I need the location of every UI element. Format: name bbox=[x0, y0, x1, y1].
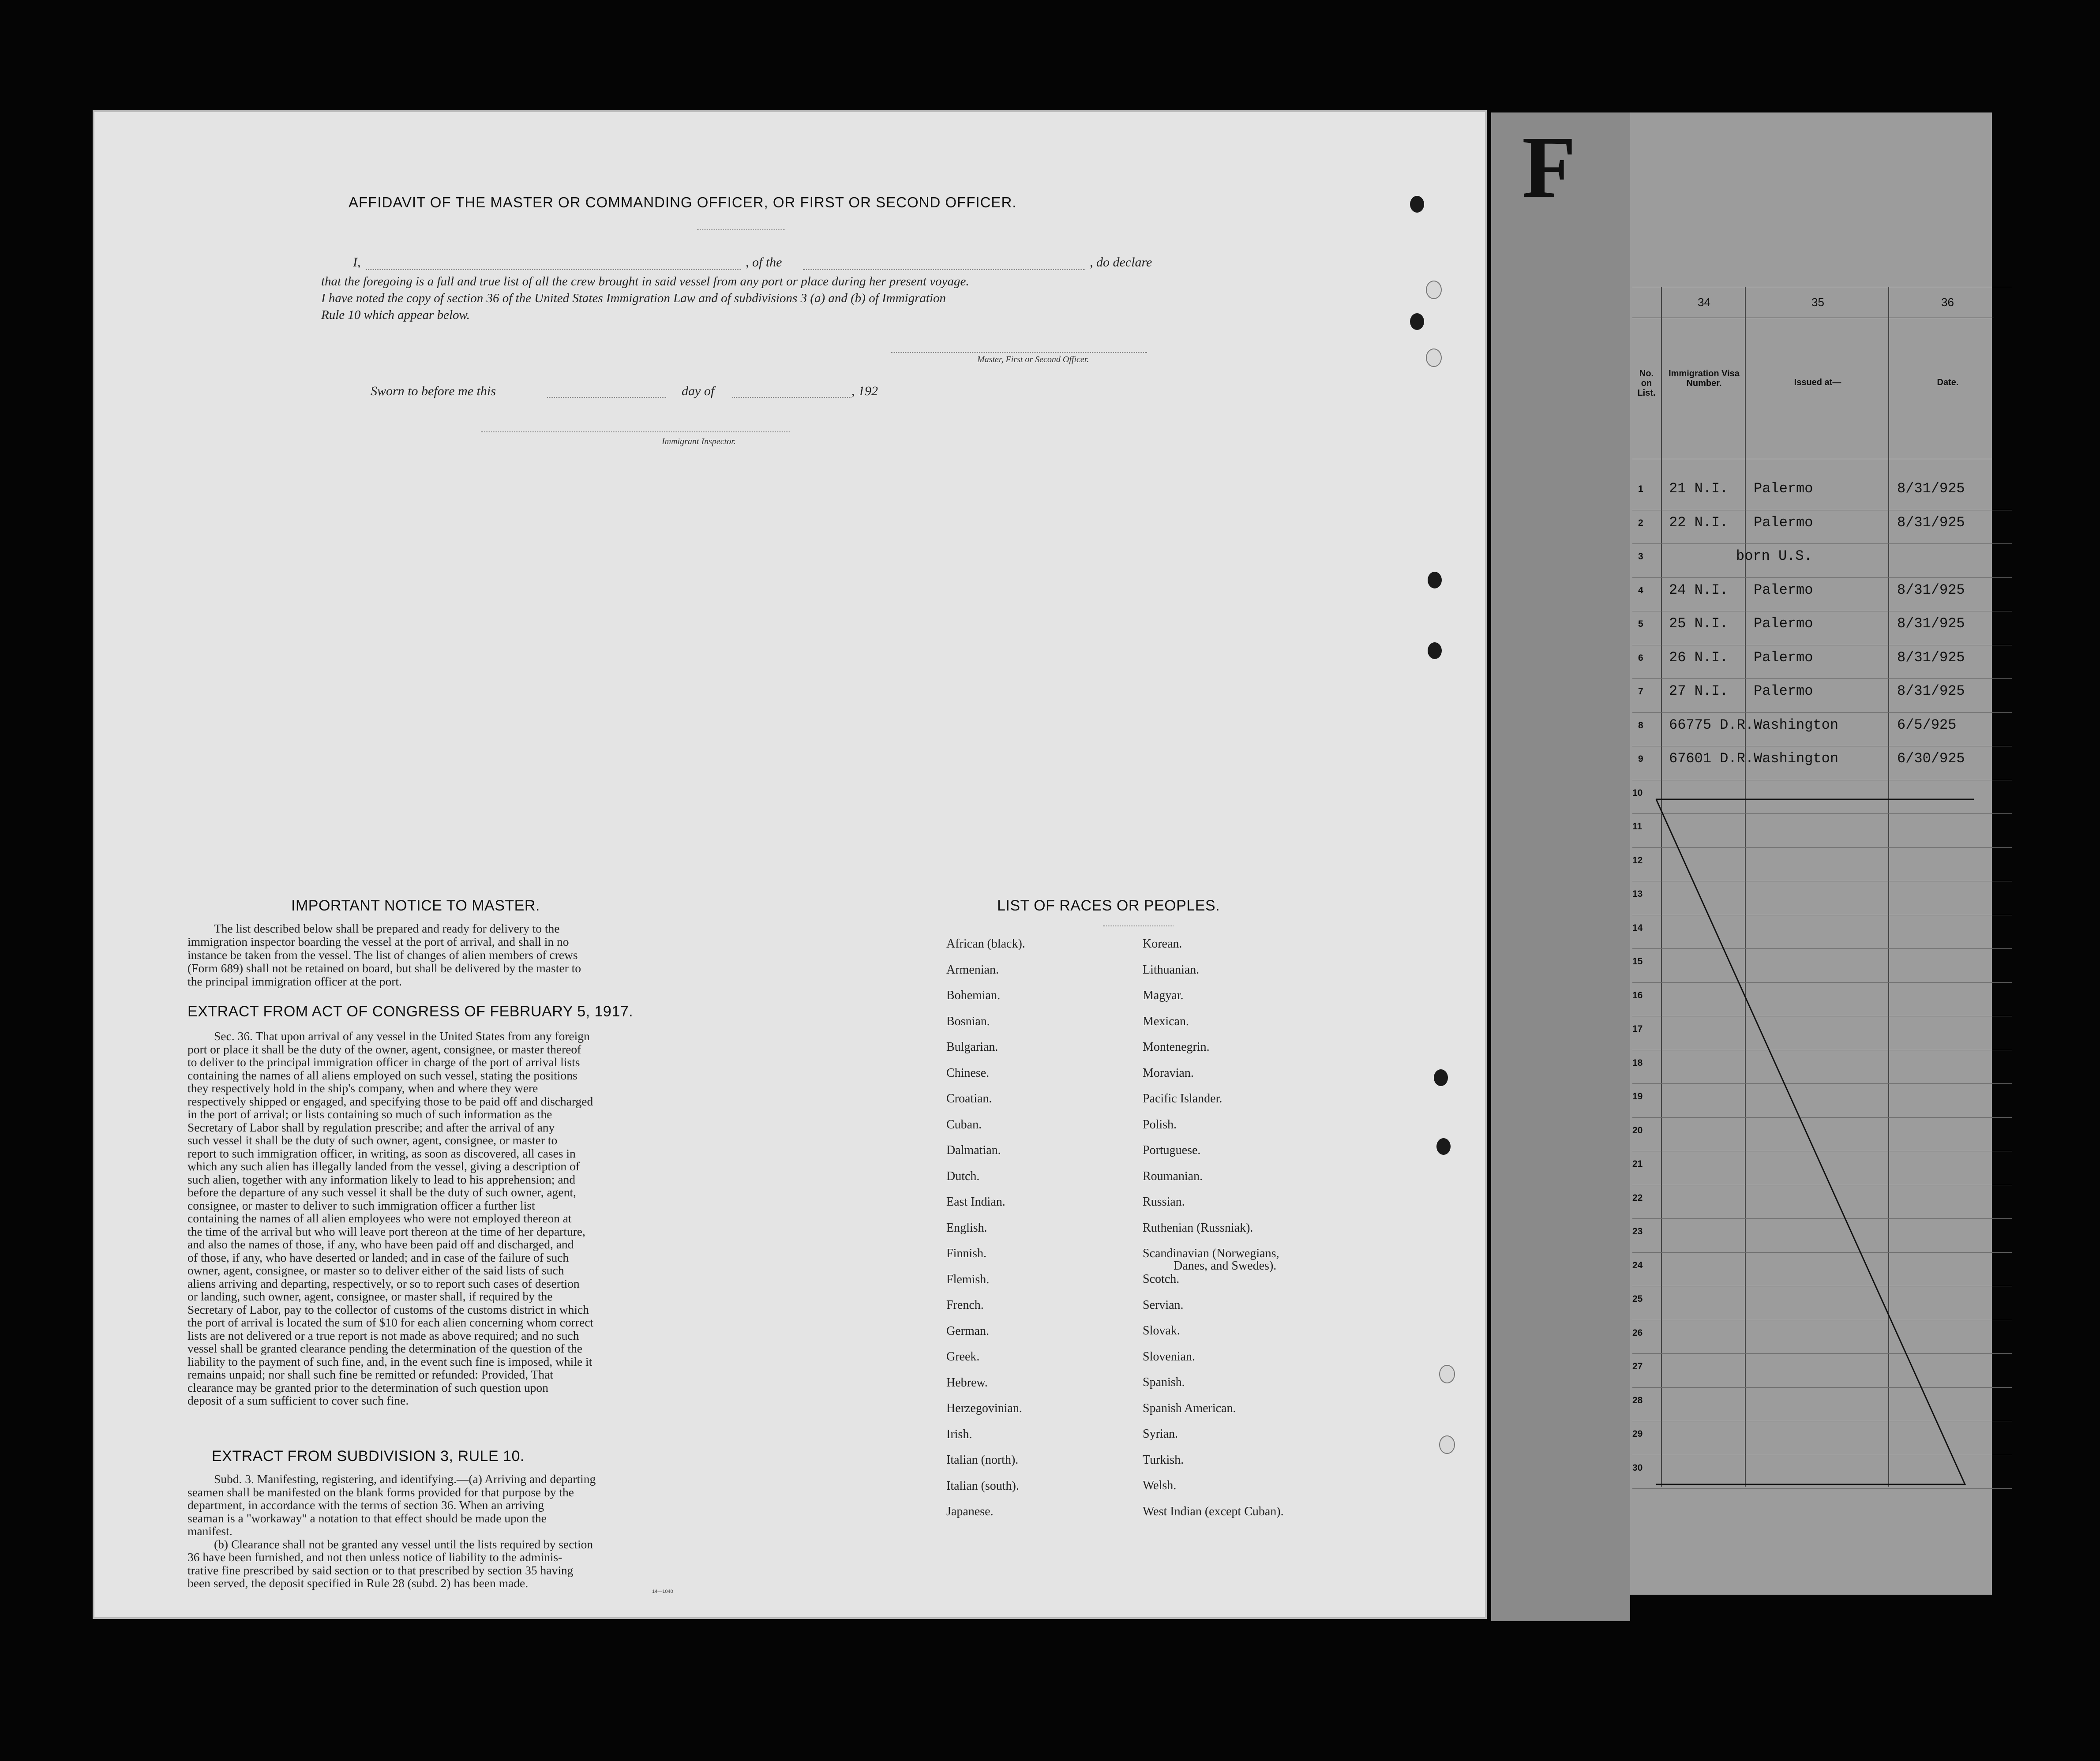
act-text bbox=[188, 1030, 704, 1407]
binder-hole bbox=[1410, 196, 1424, 213]
issued-at-cell: Palermo bbox=[1754, 514, 1813, 531]
binder-hole bbox=[1436, 1138, 1451, 1155]
row-number: 17 bbox=[1632, 1024, 1643, 1034]
row-number: 29 bbox=[1632, 1429, 1643, 1439]
do-declare-label: , do declare bbox=[1090, 255, 1152, 270]
month-line bbox=[732, 397, 851, 398]
race-item: Bohemian. bbox=[946, 989, 1001, 1002]
notice-line: The list described below shall be prepared and ready for delivery to the bbox=[214, 922, 560, 935]
binder-hole bbox=[1426, 348, 1442, 367]
binder-hole bbox=[1428, 572, 1442, 588]
race-item: Finnish. bbox=[946, 1247, 987, 1260]
signature-label: Master, First or Second Officer. bbox=[977, 355, 1089, 364]
race-item: Bulgarian. bbox=[946, 1040, 998, 1054]
text-line: clearance may be granted prior to the determination of such question upon bbox=[188, 1380, 548, 1394]
race-item: Spanish. bbox=[1143, 1375, 1185, 1389]
day-line bbox=[547, 397, 666, 398]
date-cell: 8/31/925 bbox=[1897, 615, 1965, 632]
row-number: 9 bbox=[1638, 754, 1643, 764]
text-line: trative fine prescribed by said section or to that prescribed by section 35 having bbox=[188, 1563, 574, 1577]
column-number-35: 35 bbox=[1811, 296, 1824, 309]
binder-hole bbox=[1410, 313, 1424, 330]
race-item: Dalmatian. bbox=[946, 1143, 1001, 1157]
text-line: port or place it shall be the duty of the owner, agent, consignee, or master thereof bbox=[188, 1042, 581, 1056]
race-item: Croatian. bbox=[946, 1092, 992, 1105]
text-line: Secretary of Labor, pay to the collector of customs of the customs district in which bbox=[188, 1302, 589, 1316]
text-line: 36 have been furnished, and not then unless notice of liability to the adminis- bbox=[188, 1550, 562, 1564]
form-number: 14—1040 bbox=[652, 1589, 673, 1594]
row-rule bbox=[1632, 543, 2012, 544]
i-label: I, bbox=[353, 255, 361, 270]
signature-line bbox=[891, 352, 1147, 353]
rule-heading: EXTRACT FROM SUBDIVISION 3, RULE 10. bbox=[212, 1448, 525, 1465]
issued-at-cell: Washington bbox=[1754, 716, 1839, 733]
date-cell: 8/31/925 bbox=[1897, 514, 1965, 531]
notice-text bbox=[188, 922, 704, 988]
text-line: seaman is a "workaway" a notation to that effect should be made upon the bbox=[188, 1511, 547, 1525]
text-line: consignee, or master to deliver to such immigration officer a further list bbox=[188, 1198, 535, 1212]
visa-number-cell: 26 N.I. bbox=[1669, 649, 1729, 666]
row-number: 19 bbox=[1632, 1091, 1643, 1102]
row-number: 13 bbox=[1632, 889, 1643, 899]
race-item: Scotch. bbox=[1143, 1272, 1180, 1286]
text-line: department, in accordance with the terms of section 36. When an arriving bbox=[188, 1498, 544, 1512]
visa-number-cell: 27 N.I. bbox=[1669, 683, 1729, 699]
text-line: deposit of a sum sufficient to cover such fine. bbox=[188, 1394, 409, 1407]
race-item: Cuban. bbox=[946, 1117, 982, 1132]
race-item: Montenegrin. bbox=[1143, 1040, 1210, 1054]
race-item: German. bbox=[946, 1324, 990, 1338]
affidavit-line-2: that the foregoing is a full and true list of all the crew brought in said vessel from any port or place during her present voyage. bbox=[321, 274, 969, 289]
races-column-1 bbox=[946, 937, 1132, 1531]
race-item: Slovak. bbox=[1143, 1324, 1180, 1338]
row-number: 10 bbox=[1632, 787, 1643, 798]
date-cell: 6/30/925 bbox=[1897, 750, 1965, 767]
affidavit-title: AFFIDAVIT OF THE MASTER OR COMMANDING OFFICER, OR FIRST OR SECOND OFFICER. bbox=[349, 194, 1017, 210]
text-line: before the departure of any such vessel it shall be the duty of such owner, agent, bbox=[188, 1185, 576, 1199]
row-number: 11 bbox=[1632, 821, 1642, 832]
text-line: remains unpaid; nor shall such fine be remitted or refunded: Provided, That bbox=[188, 1368, 553, 1381]
inspector-label: Immigrant Inspector. bbox=[662, 437, 736, 446]
race-item: Armenian. bbox=[946, 963, 999, 977]
binder-hole bbox=[1439, 1435, 1455, 1454]
visa-number-cell: 24 N.I. bbox=[1669, 581, 1729, 598]
race-item: Lithuanian. bbox=[1143, 963, 1200, 977]
races-column-2 bbox=[1143, 937, 1372, 1530]
row-number: 18 bbox=[1632, 1057, 1643, 1068]
row-number: 30 bbox=[1632, 1462, 1643, 1473]
visa-number-cell: 66775 D.R. bbox=[1669, 716, 1754, 733]
visa-number-cell: 67601 D.R. bbox=[1669, 750, 1754, 767]
vessel-line bbox=[803, 269, 1085, 270]
text-line: such alien, together with any information likely to lead to his apprehension; and bbox=[188, 1172, 576, 1186]
date-cell: 8/31/925 bbox=[1897, 581, 1965, 598]
title-rule bbox=[697, 229, 785, 230]
row-number: 25 bbox=[1632, 1294, 1643, 1304]
row-number: 15 bbox=[1632, 956, 1643, 967]
notice-heading: IMPORTANT NOTICE TO MASTER. bbox=[291, 897, 540, 914]
year-label: , 192 bbox=[851, 384, 878, 398]
row-rule bbox=[1632, 678, 2012, 679]
row-number: 26 bbox=[1632, 1327, 1643, 1338]
text-line: seamen shall be manifested on the blank forms provided for that purpose by the bbox=[188, 1485, 574, 1499]
date-cell: 8/31/925 bbox=[1897, 480, 1965, 497]
races-heading: LIST OF RACES OR PEOPLES. bbox=[997, 897, 1220, 914]
header-no-on-list: No. on List. bbox=[1637, 369, 1656, 398]
issued-at-cell: Palermo bbox=[1754, 581, 1813, 598]
race-item: Welsh. bbox=[1143, 1479, 1177, 1492]
row-number: 7 bbox=[1638, 686, 1643, 697]
race-item: French. bbox=[946, 1298, 984, 1312]
text-line: the port of arrival is located the sum of $10 for each alien concerning whom correct bbox=[188, 1315, 594, 1329]
row-number: 6 bbox=[1638, 652, 1643, 663]
text-line: Sec. 36. That upon arrival of any vessel in the United States from any foreign bbox=[214, 1029, 590, 1043]
row-rule bbox=[1632, 577, 2012, 578]
text-line: Secretary of Labor shall by regulation prescribe; and after the arrival of any bbox=[188, 1120, 555, 1134]
text-line: the time of the arrival but who will leave port thereon at the time of her departure, bbox=[188, 1224, 585, 1238]
row-number: 23 bbox=[1632, 1226, 1643, 1236]
row-number: 3 bbox=[1638, 551, 1643, 562]
text-line: which any such alien has illegally landed from the vessel, giving a description of bbox=[188, 1159, 580, 1173]
row-rule bbox=[1632, 712, 2012, 713]
header-issued-at: Issued at— bbox=[1794, 378, 1841, 387]
row-number: 21 bbox=[1632, 1159, 1643, 1169]
text-line: owner, agent, consignee, or master so to deliver either of the said lists of such bbox=[188, 1263, 564, 1277]
row-number: 24 bbox=[1632, 1260, 1643, 1270]
race-item: English. bbox=[946, 1221, 987, 1235]
visa-number-cell: 25 N.I. bbox=[1669, 615, 1729, 632]
visa-number-cell: 21 N.I. bbox=[1669, 480, 1729, 497]
row-number: 16 bbox=[1632, 990, 1643, 1000]
race-item: Flemish. bbox=[946, 1272, 990, 1286]
text-line: report to such immigration officer, in writing, as soon as discovered, all cases in bbox=[188, 1146, 576, 1160]
binder-hole bbox=[1434, 1069, 1448, 1086]
header-date: Date. bbox=[1937, 378, 1959, 387]
text-line: aliens arriving and departing, respectively, or so to report such cases of desertion bbox=[188, 1276, 580, 1290]
text-line: vessel shall be granted clearance pending the determination of the question of the bbox=[188, 1341, 582, 1355]
text-line: lists are not delivered or a true report is not made as above required; and no such bbox=[188, 1328, 579, 1342]
column-number-36: 36 bbox=[1941, 296, 1954, 309]
race-item: Italian (south). bbox=[946, 1479, 1019, 1493]
race-item: Scandinavian (Norwegians, bbox=[1143, 1247, 1279, 1260]
cancel-strike-marks bbox=[1632, 785, 2012, 1500]
text-line: of those, if any, who have deserted or landed; and in case of the failure of such bbox=[188, 1250, 569, 1264]
text-line: such vessel it shall be the duty of such owner, agent, consignee, or master to bbox=[188, 1133, 558, 1147]
text-line: they respectively hold in the ship's company, when and where they were bbox=[188, 1081, 538, 1095]
date-cell: 8/31/925 bbox=[1897, 683, 1965, 699]
race-item: Polish. bbox=[1143, 1117, 1177, 1132]
issued-at-cell: Palermo bbox=[1754, 615, 1813, 632]
text-line: in the port of arrival; or lists containing so much of such information as the bbox=[188, 1107, 552, 1121]
act-heading: EXTRACT FROM ACT OF CONGRESS OF FEBRUARY 5, 1917. bbox=[188, 1003, 634, 1020]
issued-at-cell: Palermo bbox=[1754, 649, 1813, 666]
notice-line: (Form 689) shall not be retained on board, but shall be delivered by the master to bbox=[188, 961, 581, 975]
race-item: Japanese. bbox=[946, 1505, 994, 1518]
race-item: Bosnian. bbox=[946, 1014, 990, 1028]
row-number: 14 bbox=[1632, 922, 1643, 933]
row-number: 1 bbox=[1638, 484, 1643, 494]
race-item: Magyar. bbox=[1143, 989, 1184, 1002]
text-line: containing the names of all alien employees who were not employed thereon at bbox=[188, 1211, 572, 1225]
text-line: to deliver to the principal immigration officer in charge of the port of arrival lists bbox=[188, 1055, 580, 1069]
races-rule bbox=[1103, 925, 1174, 926]
sworn-label: Sworn to before me this bbox=[371, 384, 496, 398]
race-item: Spanish American. bbox=[1143, 1401, 1236, 1415]
race-item: Mexican. bbox=[1143, 1014, 1189, 1028]
notice-line: immigration inspector boarding the vessel at the port of arrival, and shall in no bbox=[188, 935, 569, 948]
text-line: liability to the payment of such fine, and, in the event such fine is imposed, while it bbox=[188, 1354, 592, 1368]
section-letter: F bbox=[1522, 119, 1576, 216]
binder-hole bbox=[1439, 1365, 1455, 1383]
issued-at-cell: Washington bbox=[1754, 750, 1839, 767]
race-item: Roumanian. bbox=[1143, 1169, 1203, 1183]
affidavit-line-4: Rule 10 which appear below. bbox=[321, 308, 470, 322]
race-item: Greek. bbox=[946, 1350, 980, 1364]
issued-at-cell: Palermo bbox=[1754, 683, 1813, 699]
text-line: (b) Clearance shall not be granted any vessel until the lists required by section bbox=[214, 1537, 593, 1551]
row-number: 22 bbox=[1632, 1192, 1643, 1203]
race-item: Italian (north). bbox=[946, 1453, 1019, 1467]
race-item: Pacific Islander. bbox=[1143, 1092, 1222, 1105]
binder-hole bbox=[1426, 281, 1442, 299]
of-the-label: , of the bbox=[746, 255, 782, 270]
text-line: containing the names of all aliens employed on such vessel, stating the positions bbox=[188, 1068, 578, 1082]
row-number: 20 bbox=[1632, 1125, 1643, 1135]
race-item: Dutch. bbox=[946, 1169, 980, 1183]
race-item: Hebrew. bbox=[946, 1375, 988, 1390]
text-line: been served, the deposit specified in Rule 28 (subd. 2) has been made. bbox=[188, 1576, 529, 1590]
race-item-continued: Danes, and Swedes). bbox=[1174, 1259, 1277, 1273]
affidavit-line-3: I have noted the copy of section 36 of the United States Immigration Law and of subdivisions 3 (a) and (b) of Immigration bbox=[321, 291, 946, 305]
text-line: Subd. 3. Manifesting, registering, and identifying.—(a) Arriving and departing bbox=[214, 1472, 596, 1486]
notice-line: instance be taken from the vessel. The list of changes of alien members of crews bbox=[188, 948, 578, 962]
date-cell: 8/31/925 bbox=[1897, 649, 1965, 666]
race-item: Ruthenian (Russniak). bbox=[1143, 1221, 1253, 1235]
rule-text bbox=[188, 1472, 704, 1590]
text-line: respectively shipped or engaged, and specifying those to be paid off and discharged bbox=[188, 1094, 593, 1108]
race-item: Portuguese. bbox=[1143, 1143, 1201, 1157]
race-item: West Indian (except Cuban). bbox=[1143, 1504, 1284, 1518]
row-number: 5 bbox=[1638, 619, 1643, 629]
race-item: Herzegovinian. bbox=[946, 1401, 1022, 1415]
folded-edge-strip bbox=[1491, 112, 1630, 1621]
text-line: manifest. bbox=[188, 1524, 232, 1538]
race-item: Slovenian. bbox=[1143, 1349, 1195, 1364]
row-number: 27 bbox=[1632, 1361, 1643, 1371]
race-item: Korean. bbox=[1143, 937, 1182, 951]
visa-number-cell: 22 N.I. bbox=[1669, 514, 1729, 531]
race-item: Russian. bbox=[1143, 1195, 1185, 1209]
day-of-label: day of bbox=[682, 384, 715, 398]
inspector-line bbox=[481, 431, 790, 432]
row-number: 28 bbox=[1632, 1395, 1643, 1405]
race-item: Moravian. bbox=[1143, 1066, 1194, 1080]
race-item: African (black). bbox=[946, 937, 1025, 951]
date-cell: 6/5/925 bbox=[1897, 716, 1957, 733]
race-item: Chinese. bbox=[946, 1066, 990, 1080]
row-number: 4 bbox=[1638, 585, 1643, 596]
issued-at-cell: Palermo bbox=[1754, 480, 1813, 497]
race-item: Turkish. bbox=[1143, 1453, 1184, 1467]
row-number: 2 bbox=[1638, 517, 1643, 528]
name-line bbox=[366, 269, 741, 270]
race-item: Syrian. bbox=[1143, 1427, 1178, 1441]
race-item: Servian. bbox=[1143, 1298, 1184, 1312]
row-number: 12 bbox=[1632, 855, 1643, 866]
binder-hole bbox=[1428, 642, 1442, 659]
column-number-34: 34 bbox=[1698, 296, 1710, 309]
notice-line: the principal immigration officer at the port. bbox=[188, 974, 402, 988]
text-line: or landing, such owner, agent, consignee, or master shall, if required by the bbox=[188, 1289, 553, 1303]
issued-at-cell: born U.S. bbox=[1736, 548, 1812, 564]
row-number: 8 bbox=[1638, 720, 1643, 731]
race-item: Irish. bbox=[946, 1427, 972, 1441]
header-visa-number: Immigration Visa Number. bbox=[1669, 369, 1740, 388]
text-line: and also the names of those, if any, who have been paid off and discharged, and bbox=[188, 1237, 574, 1251]
race-item: East Indian. bbox=[946, 1195, 1005, 1209]
